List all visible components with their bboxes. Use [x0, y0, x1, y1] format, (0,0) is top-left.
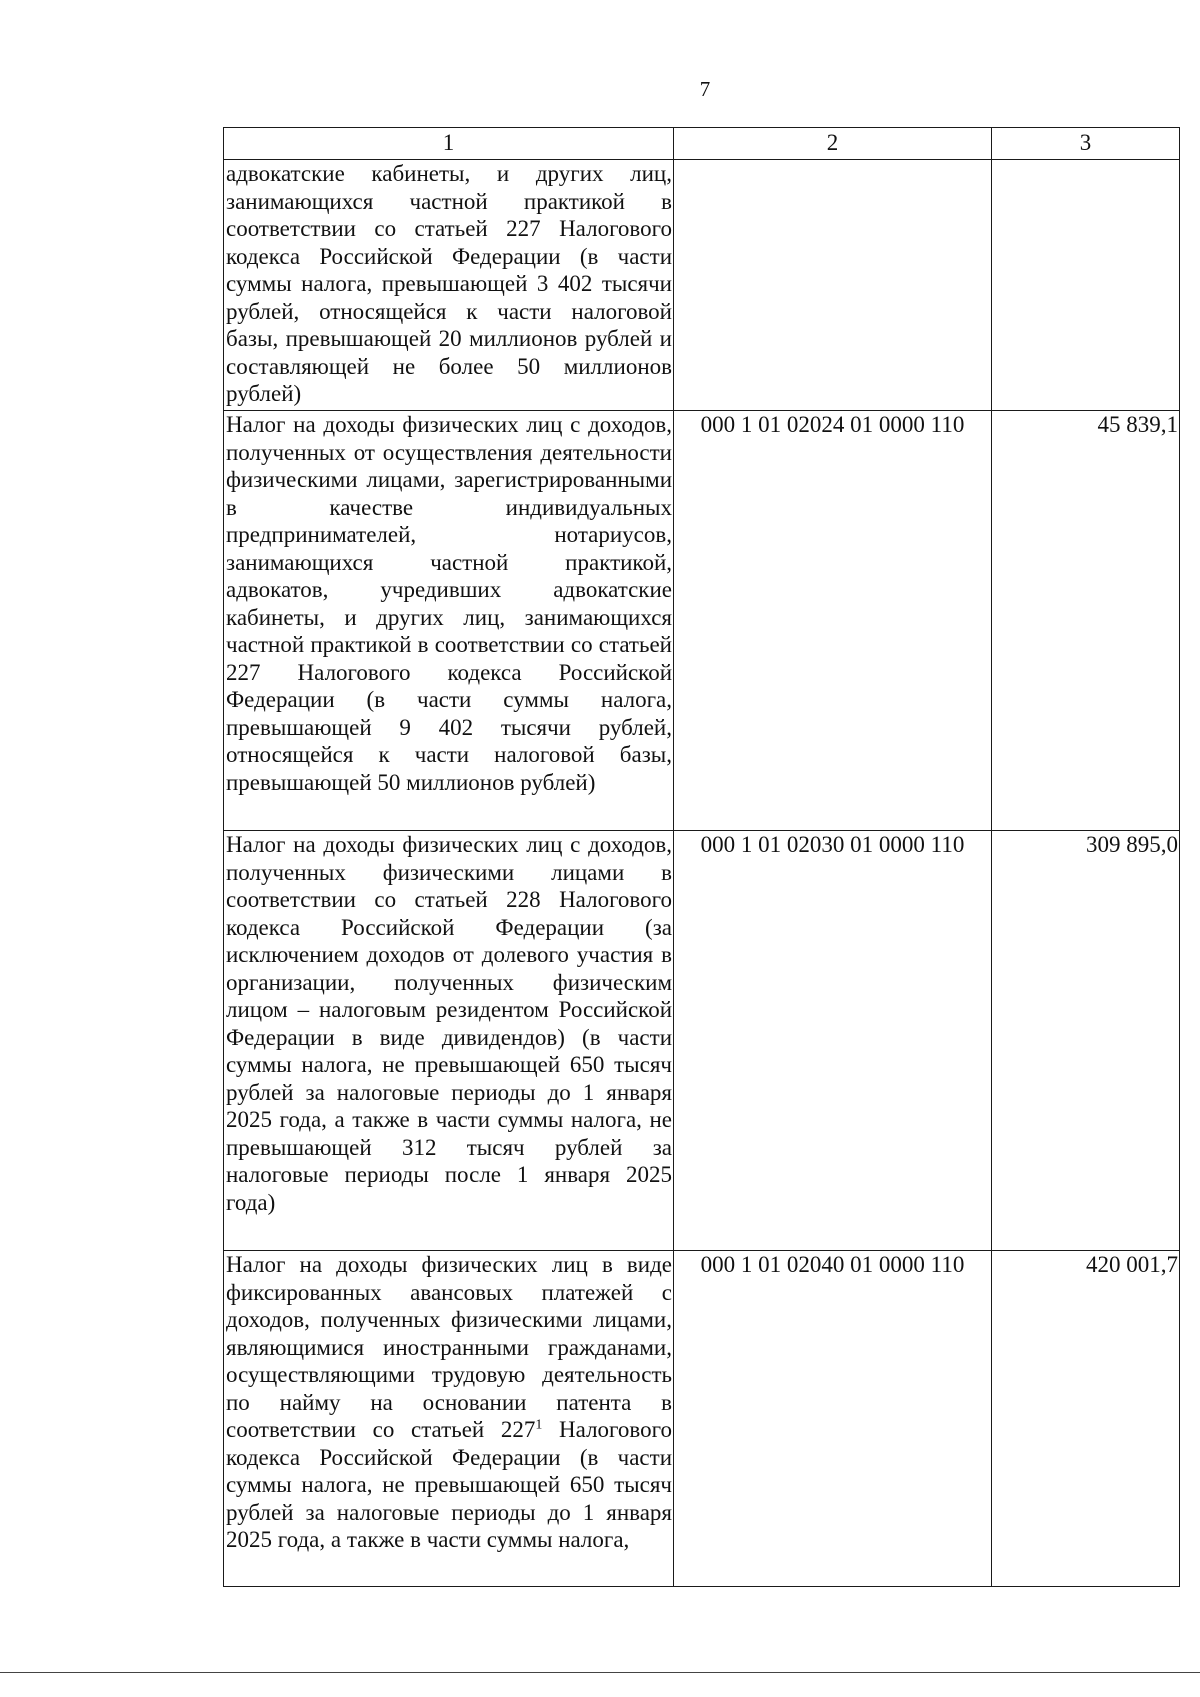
- row-code: [674, 160, 992, 411]
- row-code: 000 1 01 02030 01 0000 110: [674, 831, 992, 1251]
- row-amount: [992, 160, 1180, 411]
- row-description: Налог на доходы физических лиц с доходов, полученных физическими лицами в соответствии со статьей 228 Налогового кодекса Российской Федерации (за исключением доходов от долевого участия в организации, полученных физическим лицом – налоговым резидентом Российской Федерации в виде дивидендов) (в части суммы налога, не превышающей 650 тысяч рублей за налоговые периоды до 1 января 2025 года, а также в части суммы налога, не превышающей 312 тысяч рублей за налоговые периоды после 1 января 2025 года): [224, 831, 674, 1251]
- row-description: [224, 1251, 674, 1587]
- column-header-1: 1: [224, 128, 674, 160]
- article-superscript: 1: [535, 1417, 543, 1433]
- row-code: 000 1 01 02040 01 0000 110: [674, 1251, 992, 1587]
- row-amount: 309 895,0: [992, 831, 1180, 1251]
- revenue-table: [223, 127, 1180, 1587]
- row-description-text-continued: Налогового кодекса Российской Федерации (в части суммы налога, не превышающей 650 тысяч рублей за налоговые периоды до 1 января 2025 года, а также в части суммы налога,: [226, 1417, 672, 1552]
- column-header-2: 2: [674, 128, 992, 160]
- row-description: Налог на доходы физических лиц с доходов, полученных от осуществления деятельности физическими лицами, зарегистрированными в качестве индивидуальных предпринимателей, нотариусов, занимающихся частной практикой, адвокатов, учредивших адвокатские кабинеты, и других лиц, занимающихся частной практикой в соответствии со статьей 227 Налогового кодекса Российской Федерации (в части суммы налога, превышающей 9 402 тысячи рублей, относящейся к части налоговой базы, превышающей 50 миллионов рублей): [224, 411, 674, 831]
- table-row: [224, 411, 1180, 831]
- row-code: 000 1 01 02024 01 0000 110: [674, 411, 992, 831]
- page-number: 7: [699, 77, 711, 101]
- scan-bottom-rule: [0, 1672, 1200, 1673]
- table-row: [224, 831, 1180, 1251]
- table-row: [224, 160, 1180, 411]
- table-row: [224, 1251, 1180, 1587]
- row-amount: 420 001,7: [992, 1251, 1180, 1587]
- revenue-table-container: [223, 127, 1180, 1587]
- row-description: адвокатские кабинеты, и других лиц, занимающихся частной практикой в соответствии со статьей 227 Налогового кодекса Российской Федерации (в части суммы налога, превышающей 3 402 тысячи рублей, относящейся к части налоговой базы, превышающей 20 миллионов рублей и составляющей не более 50 миллионов рублей): [224, 160, 674, 411]
- row-description-text: Налог на доходы физических лиц в виде фиксированных авансовых платежей с доходов, полученных физическими лицами, являющимися иностранными гражданами, осуществляющими трудовую деятельность по найму на основании патента в соответствии со статьей 227: [226, 1252, 672, 1442]
- row-amount: 45 839,1: [992, 411, 1180, 831]
- column-header-3: 3: [992, 128, 1180, 160]
- table-header-row: [224, 128, 1180, 160]
